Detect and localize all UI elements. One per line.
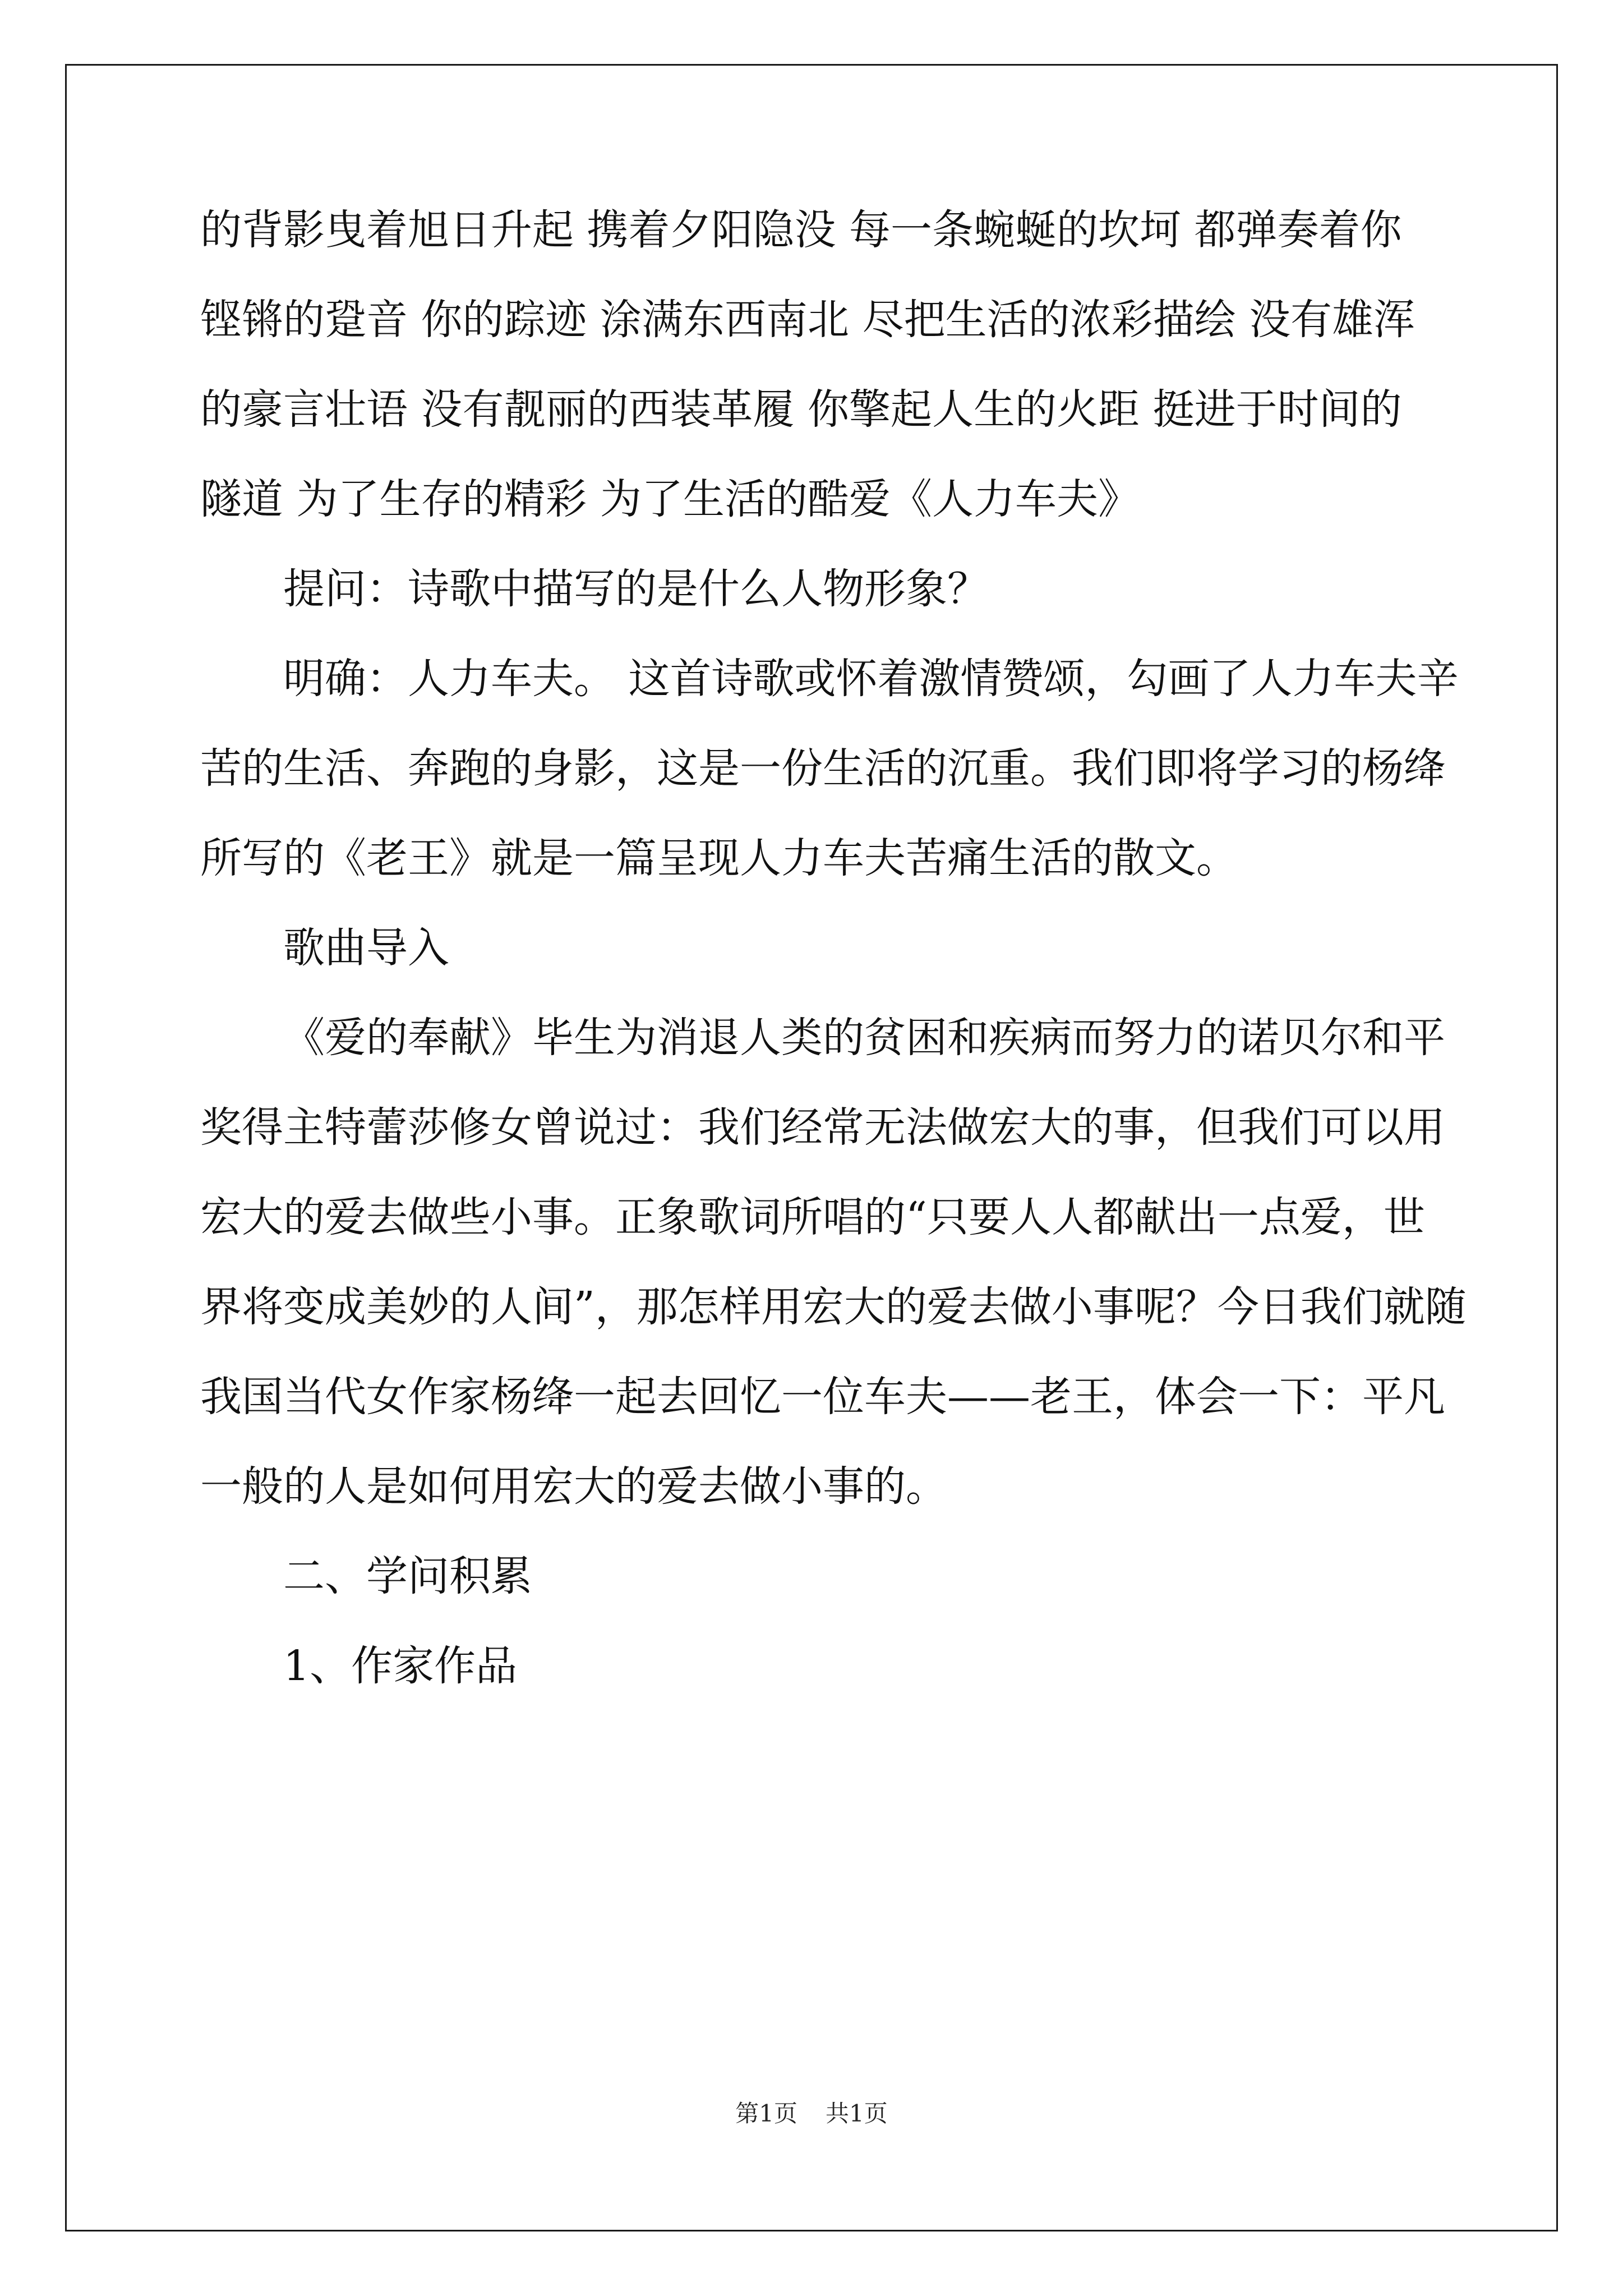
text-line: 的豪言壮语 没有靓丽的西装革履 你擎起人生的火距 挺进于时间的 [200, 385, 1402, 434]
text-line: 的背影曳着旭日升起 携着夕阳隐没 每一条蜿蜒的坎坷 都弹奏着你 [200, 206, 1402, 254]
text-line: 明确：人力车夫。 这首诗歌或怀着激情赞颂，勾画了人力车夫辛 [283, 655, 1459, 703]
text-line: 所写的《老王》就是一篇呈现人力车夫苦痛生活的散文。 [200, 834, 1238, 882]
text-line: 我国当代女作家杨绛一起去回忆一位车夫——老王，体会一下：平凡 [200, 1373, 1445, 1421]
text-line: 隧道 为了生存的精彩 为了生活的酷爱《人力车夫》 [200, 475, 1140, 523]
question-line: 提问：诗歌中描写的是什么人物形象？ [283, 565, 989, 613]
text-line: 《爱的奉献》毕生为消退人类的贫困和疾病而努力的诺贝尔和平 [283, 1014, 1445, 1062]
text-line: 奖得主特蕾莎修女曾说过：我们经常无法做宏大的事，但我们可以用 [200, 1103, 1445, 1152]
section-heading: 二、学问积累 [283, 1552, 532, 1600]
text-line: 苦的生活、奔跑的身影，这是一份生活的沉重。我们即将学习的杨绛 [200, 744, 1445, 793]
section-heading: 歌曲导入 [283, 924, 449, 972]
page-number: 第1页 [735, 2100, 797, 2127]
page-total: 共1页 [826, 2100, 888, 2127]
text-line: 一般的人是如何用宏大的爱去做小事的。 [200, 1462, 947, 1511]
text-line: 界将变成美妙的人间”，那怎样用宏大的爱去做小事呢？今日我们就随 [200, 1283, 1467, 1331]
text-line: 宏大的爱去做些小事。正象歌词所唱的“只要人人都献出一点爱，世 [200, 1193, 1425, 1241]
subsection-heading: 1、作家作品 [283, 1642, 518, 1690]
text-line: 铿锵的跫音 你的踪迹 涂满东西南北 尽把生活的浓彩描绘 没有雄浑 [200, 296, 1415, 344]
page-footer [0, 2097, 1623, 2131]
